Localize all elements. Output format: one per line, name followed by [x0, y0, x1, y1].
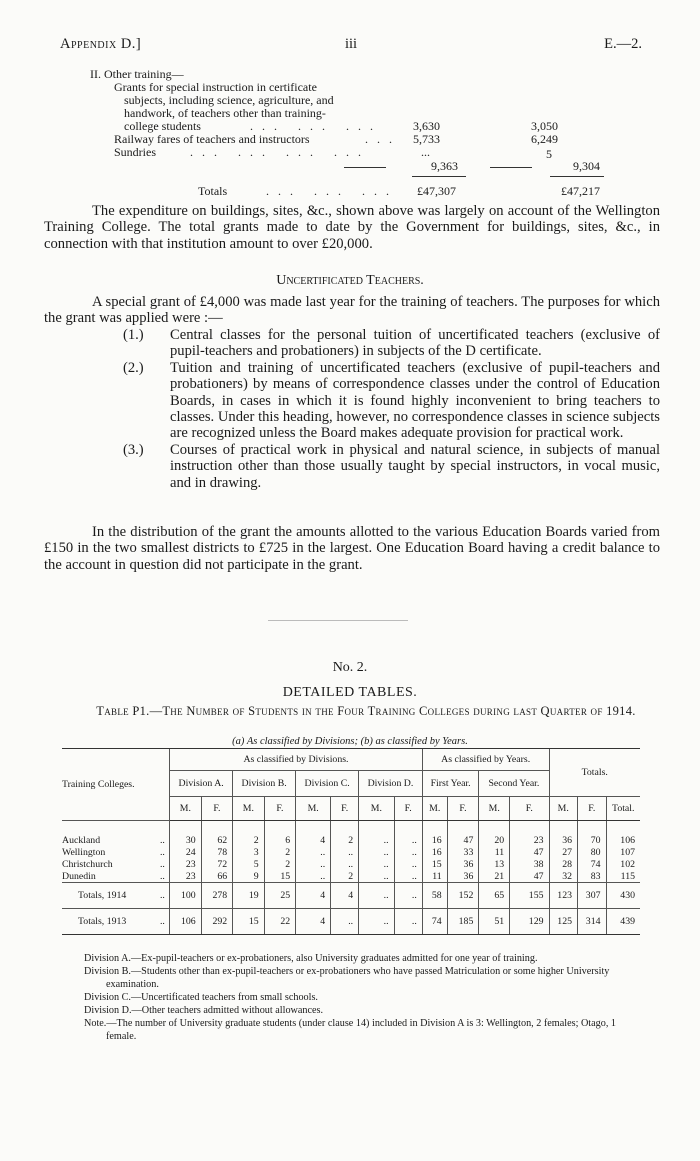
table-cell: .. [394, 835, 422, 847]
grants-line-2: subjects, including science, agriculture, and [124, 93, 334, 107]
table-cell: .. [394, 883, 422, 909]
table-cell: 23 [170, 859, 202, 871]
grants-dots: ... ... ... [250, 119, 382, 133]
table-cell: 47 [447, 835, 479, 847]
header-m: M. [549, 797, 578, 821]
table-cell: 11 [422, 871, 447, 883]
table-cell: 106 [170, 909, 202, 935]
buildings-paragraph [44, 203, 660, 252]
totals-rule-2 [550, 176, 604, 177]
header-f: F. [201, 797, 233, 821]
subtotal-dash-1 [344, 167, 386, 168]
table-cell: 439 [606, 909, 640, 935]
table-cell: 15 [422, 859, 447, 871]
list-item-number: (1.) [123, 327, 144, 343]
table-cell: 36 [549, 835, 578, 847]
header-second-year: Second Year. [479, 771, 549, 797]
col-training-colleges-label: Training Colleges. [62, 779, 135, 790]
table-cell: 6 [264, 835, 296, 847]
section-number: No. 2. [332, 660, 368, 675]
table-cell: 62 [201, 835, 233, 847]
table-cell: 23 [510, 835, 549, 847]
table-caption: Table P1.—The Number of Students in the Four Training Colleges during last Quarter of 1914. [96, 704, 636, 718]
header-total: Total. [606, 797, 640, 821]
table-cell: 9 [233, 871, 265, 883]
table-row [62, 909, 640, 935]
table-subcaption: (a) As classified by Divisions; (b) as classified by Years. [232, 736, 468, 747]
table-cell: .. [359, 871, 394, 883]
distribution-paragraph [44, 524, 660, 573]
table-cell: .. [359, 847, 394, 859]
table-cell: 16 [422, 835, 447, 847]
subtotal-1914: 9,363 [431, 159, 458, 173]
table-cell: 2 [264, 859, 296, 871]
header-f: F. [394, 797, 422, 821]
grants-value-1913: 3,050 [531, 119, 558, 133]
group-totals: Totals. [549, 749, 640, 797]
distribution-text: In the distribution of the grant the amounts allotted to the various Education Boards varied from £150 in the two smallest districts to £725 in the largest. One Education Board having a credit balance to the account in question did not participate in the grant. [44, 524, 660, 573]
table-cell: .. [359, 909, 394, 935]
table-cell: 24 [170, 847, 202, 859]
students-table [62, 748, 640, 935]
table-body [62, 835, 640, 935]
other-training-label: II. Other training— [90, 67, 184, 81]
group-years: As classified by Years. [422, 749, 549, 771]
table-cell: .. [359, 835, 394, 847]
table-cell: 115 [606, 871, 640, 883]
table-cell: .. [296, 859, 331, 871]
table-cell: .. [296, 871, 331, 883]
note-division-d: Division D.—Other teachers admitted without allowances. [84, 1005, 324, 1016]
totals-dots: ... ... ... [266, 184, 398, 198]
header-f: F. [331, 797, 359, 821]
note-division-c: Division C.—Uncertificated teachers from small schools. [84, 992, 318, 1003]
header-division-b: Division B. [233, 771, 296, 797]
college-name: Auckland [62, 834, 101, 846]
table-cell: 2 [233, 835, 265, 847]
table-cell: 4 [331, 883, 359, 909]
table-cell: .. [359, 883, 394, 909]
table-cell: 152 [447, 883, 479, 909]
table-cell: 13 [479, 859, 510, 871]
leader-dots: .. [159, 834, 165, 846]
table-cell: 123 [549, 883, 578, 909]
table-cell: .. [394, 871, 422, 883]
total-1914: £47,307 [417, 184, 456, 198]
table-cell: 430 [606, 883, 640, 909]
table-cell: 19 [233, 883, 265, 909]
header-m: M. [422, 797, 447, 821]
table-cell: 28 [549, 859, 578, 871]
header-first-year: First Year. [422, 771, 479, 797]
section-divider [268, 620, 408, 621]
page-header [60, 36, 642, 56]
college-name: Totals, 1913 [62, 909, 156, 935]
railway-value-1914: 5,733 [413, 132, 440, 146]
table-cell: 292 [201, 909, 233, 935]
appendix-label: Appendix D.] [60, 36, 142, 52]
sundries-label: Sundries [114, 145, 156, 159]
table-cell: 2 [264, 847, 296, 859]
grants-line-3: handwork, of teachers other than training- [124, 106, 326, 120]
header-f: F. [264, 797, 296, 821]
table-cell: 80 [578, 847, 607, 859]
sundries-value-1914: ... [421, 145, 430, 159]
table-cell: 15 [264, 871, 296, 883]
table-cell: .. [394, 909, 422, 935]
table-cell: .. [394, 847, 422, 859]
table-cell: 5 [233, 859, 265, 871]
college-name: Totals, 1914 [62, 883, 156, 909]
table-cell: 65 [479, 883, 510, 909]
list-item-number: (2.) [123, 359, 144, 376]
table-cell: .. [296, 847, 331, 859]
table-cell: 47 [510, 847, 549, 859]
table-cell: 74 [422, 909, 447, 935]
table-row [62, 883, 640, 909]
table-cell: 25 [264, 883, 296, 909]
grant-purposes-list [44, 327, 660, 491]
totals-label: Totals [198, 184, 228, 198]
document-code: E.—2. [604, 36, 642, 52]
grants-line-1: Grants for special instruction in certificate [114, 80, 317, 94]
leader-dots: .. [156, 909, 170, 935]
col-training-colleges [62, 749, 156, 821]
note-division-a: Division A.—Ex-pupil-teachers or ex-probationers, also University graduates admitted for one year of training. [84, 953, 538, 964]
table-cell: .. [331, 909, 359, 935]
table-row [62, 871, 640, 883]
list-item-text: Courses of practical work in physical and natural science, in subjects of manual instruction other than those usually taught by special instructors, in vocal music, and in drawing. [170, 441, 660, 491]
header-division-d: Division D. [359, 771, 423, 797]
total-1913: £47,217 [561, 184, 600, 198]
table-cell: 70 [578, 835, 607, 847]
list-item-text: Central classes for the personal tuition of uncertificated teachers (exclusive of pupil-teachers and probationers) in subjects of the D certificate. [170, 327, 660, 360]
table-header-row [62, 749, 640, 771]
totals-rule-1 [412, 176, 466, 177]
table-notes [62, 952, 640, 1043]
header-m: M. [296, 797, 331, 821]
uncertificated-intro [44, 294, 660, 327]
table-cell: 83 [578, 871, 607, 883]
header-division-a: Division A. [170, 771, 233, 797]
table-cell: 307 [578, 883, 607, 909]
table-cell: 78 [201, 847, 233, 859]
header-f: F. [510, 797, 549, 821]
table-cell: 102 [606, 859, 640, 871]
list-item [44, 327, 660, 360]
table-cell: 32 [549, 871, 578, 883]
table-cell: 38 [510, 859, 549, 871]
sundries-value-1913: 5 [546, 147, 552, 161]
table-cell: 185 [447, 909, 479, 935]
college-name: Wellington [62, 846, 106, 858]
list-item [44, 442, 660, 491]
table-cell: 74 [578, 859, 607, 871]
table-cell: .. [331, 859, 359, 871]
table-row [62, 847, 640, 859]
table-cell: 4 [296, 835, 331, 847]
railway-dots: ... [365, 132, 401, 146]
table-row [62, 835, 640, 847]
header-m: M. [479, 797, 510, 821]
table-cell: 15 [233, 909, 265, 935]
uncertificated-teachers-heading: Uncertificated Teachers. [276, 273, 424, 288]
page-number: iii [344, 36, 358, 52]
list-item-text: Tuition and training of uncertificated teachers (exclusive of pupil-teachers and probationers) by means of correspondence classes under the control of Education Boards, in cases in which it is found highly inconvenient to bring teachers to classes. Under this heading, however, no correspondence classes in science subjects are recognized unless the Board makes adequate provision for practical work. [170, 359, 660, 442]
table-cell: 21 [479, 871, 510, 883]
table-cell: 107 [606, 847, 640, 859]
table-cell: 72 [201, 859, 233, 871]
table-cell: 106 [606, 835, 640, 847]
table-cell: 4 [296, 909, 331, 935]
table-cell: 314 [578, 909, 607, 935]
header-m: M. [170, 797, 202, 821]
table-cell: 58 [422, 883, 447, 909]
leader-dots: .. [159, 870, 165, 882]
uncertificated-intro-text: A special grant of £4,000 was made last year for the training of teachers. The purposes for which the grant was applied were :— [44, 294, 660, 327]
header-spacer [156, 749, 170, 821]
table-cell: 4 [296, 883, 331, 909]
table-cell: 47 [510, 871, 549, 883]
table-cell: 20 [479, 835, 510, 847]
table-gap-row [62, 821, 640, 835]
table-cell: 16 [422, 847, 447, 859]
table-row [62, 859, 640, 871]
leader-dots: .. [159, 846, 165, 858]
subtotal-dash-2 [490, 167, 532, 168]
note-graduates: Note.—The number of University graduate students (under clause 14) included in Division A is 3: Wellington, 2 females; Otago, 1 female. [84, 1018, 617, 1042]
table-cell: .. [394, 859, 422, 871]
grants-line-4: college students [124, 119, 201, 133]
leader-dots: .. [159, 858, 165, 870]
table-cell: .. [359, 859, 394, 871]
railway-value-1913: 6,249 [531, 132, 558, 146]
table-cell: 278 [201, 883, 233, 909]
header-m: M. [233, 797, 265, 821]
grants-value-1914: 3,630 [413, 119, 440, 133]
buildings-text: The expenditure on buildings, sites, &c., shown above was largely on account of the Wellington Training College. The total grants made to date by the Government for buildings, sites, &c., in connection with that institution amount to over £20,000. [44, 203, 660, 252]
table-cell: 100 [170, 883, 202, 909]
table-cell: 2 [331, 871, 359, 883]
table-cell: 27 [549, 847, 578, 859]
table-cell: 33 [447, 847, 479, 859]
table-cell: 30 [170, 835, 202, 847]
header-f: F. [447, 797, 479, 821]
list-item [44, 360, 660, 442]
college-name: Christchurch [62, 858, 113, 870]
railway-label: Railway fares of teachers and instructors [114, 132, 310, 146]
subtotal-1913: 9,304 [573, 159, 600, 173]
table-cell: 36 [447, 859, 479, 871]
table-cell: 22 [264, 909, 296, 935]
table-cell: 129 [510, 909, 549, 935]
table-cell: 51 [479, 909, 510, 935]
sundries-dots: ... ... ... ... [190, 145, 370, 159]
table-cell: 155 [510, 883, 549, 909]
table-cell: .. [331, 847, 359, 859]
table-cell: 66 [201, 871, 233, 883]
header-m: M. [359, 797, 394, 821]
detailed-tables-heading: DETAILED TABLES. [282, 685, 418, 700]
table-cell: 125 [549, 909, 578, 935]
table-cell: 36 [447, 871, 479, 883]
table-cell: 23 [170, 871, 202, 883]
table-cell: 2 [331, 835, 359, 847]
note-division-b: Division B.—Students other than ex-pupil-teachers or ex-probationers who have passed Matriculation or some higher University examination. [84, 966, 610, 990]
list-item-number: (3.) [123, 441, 144, 458]
header-f: F. [578, 797, 607, 821]
leader-dots: .. [156, 883, 170, 909]
group-divisions: As classified by Divisions. [170, 749, 423, 771]
table-cell: 11 [479, 847, 510, 859]
college-name: Dunedin [62, 870, 96, 882]
header-division-c: Division C. [296, 771, 359, 797]
table-cell: 3 [233, 847, 265, 859]
